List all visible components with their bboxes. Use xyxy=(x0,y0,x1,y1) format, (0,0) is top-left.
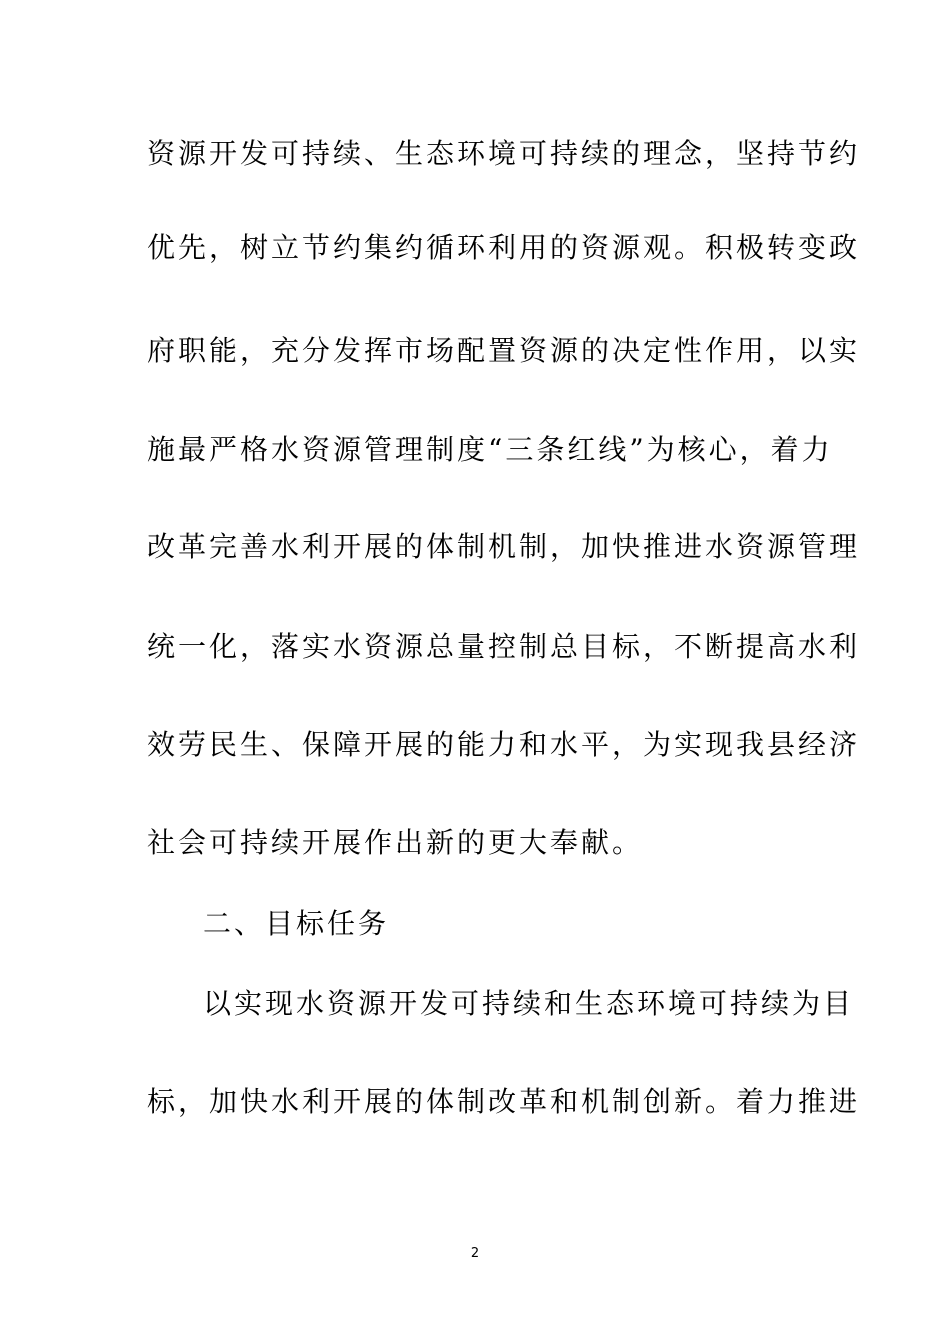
paragraph-line: 资源开发可持续、生态环境可持续的理念，坚持节约 xyxy=(147,137,861,170)
paragraph-line: 优先，树立节约集约循环利用的资源观。积极转变政 xyxy=(147,231,861,264)
paragraph-line: 府职能，充分发挥市场配置资源的决定性作用，以实 xyxy=(147,334,861,367)
paragraph-line: 统一化，落实水资源总量控制总目标，不断提高水利 xyxy=(147,630,861,663)
page-number: 2 xyxy=(470,1246,480,1261)
section-heading: 二、目标任务 xyxy=(203,907,390,940)
paragraph-line: 标，加快水利开展的体制改革和机制创新。着力推进 xyxy=(147,1085,861,1118)
paragraph-line: 效劳民生、保障开展的能力和水平，为实现我县经济 xyxy=(147,728,861,761)
paragraph-line: 改革完善水利开展的体制机制，加快推进水资源管理 xyxy=(147,530,861,563)
paragraph-line: 施最严格水资源管理制度“三条红线”为核心，着力 xyxy=(147,433,833,466)
paragraph-line: 社会可持续开展作出新的更大奉献。 xyxy=(147,826,644,859)
paragraph-line: 以实现水资源开发可持续和生态环境可持续为目 xyxy=(203,987,855,1020)
